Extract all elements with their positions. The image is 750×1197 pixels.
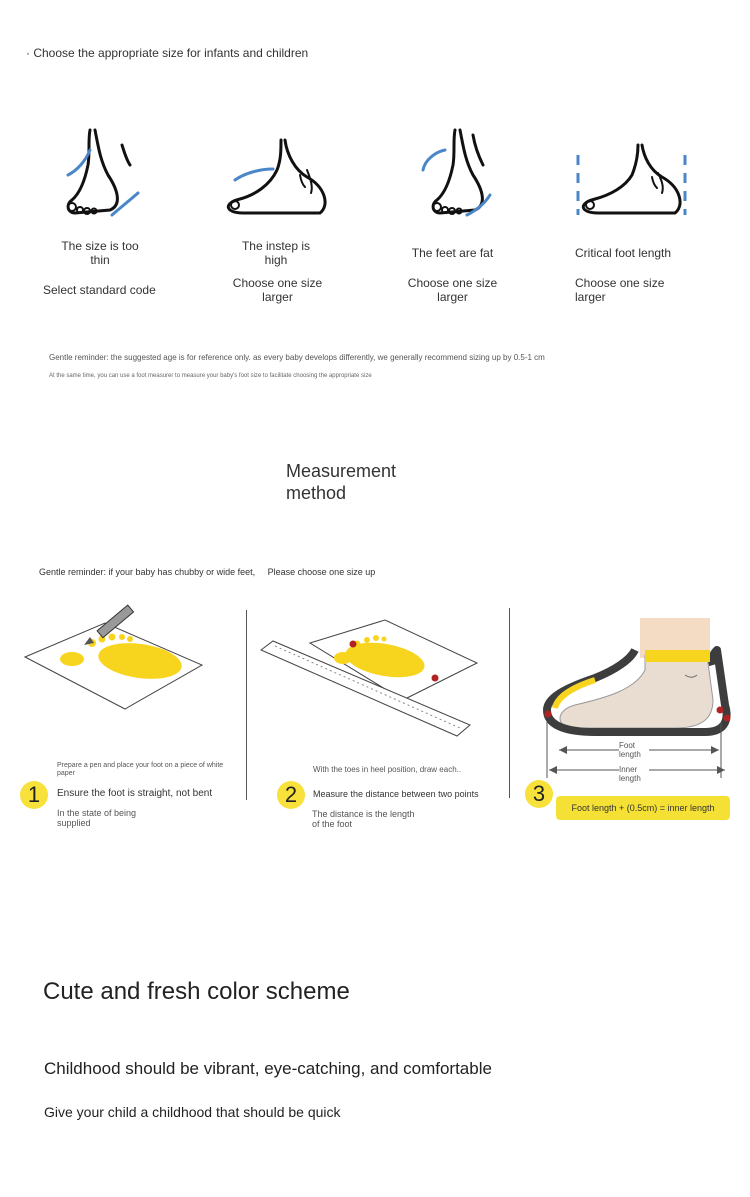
header-label: Choose the appropriate size for infants and children bbox=[33, 46, 309, 60]
fat-foot-icon bbox=[405, 125, 525, 225]
critical-length-foot-icon bbox=[570, 125, 700, 225]
ruler-foot-icon bbox=[255, 608, 490, 748]
foot-type-title: The instep is high bbox=[241, 239, 311, 267]
high-instep-foot-icon bbox=[215, 125, 345, 225]
foot-type-advice: Choose one size larger bbox=[407, 276, 498, 304]
step1-number-badge: 1 bbox=[20, 781, 48, 809]
closing-heading: Cute and fresh color scheme bbox=[43, 978, 350, 1005]
step2-sub: The distance is the length of the foot bbox=[312, 809, 415, 829]
measurement-title bbox=[286, 460, 396, 504]
measurement-reminder bbox=[39, 567, 375, 577]
page-header bbox=[26, 46, 336, 60]
foot-type-title: The feet are fat bbox=[411, 246, 494, 260]
foot-type-thin bbox=[40, 125, 160, 305]
foot-type-fat bbox=[405, 125, 525, 305]
foot-type-advice: Choose one size larger bbox=[232, 276, 323, 304]
inner-length-label: Inner length bbox=[619, 765, 649, 783]
formula-pill: Foot length + (0.5cm) = inner length bbox=[556, 796, 730, 820]
foot-type-title: The size is too thin bbox=[61, 239, 139, 267]
measurement-reminder-part2: Please choose one size up bbox=[267, 567, 376, 577]
foot-length-label: Foot length bbox=[619, 741, 649, 759]
step1-illustration bbox=[20, 595, 235, 715]
measurement-title-line1: Measurement bbox=[286, 461, 397, 481]
step1-sub: In the state of being supplied bbox=[57, 808, 137, 828]
reminder-line-2: At the same time, you can use a foot measurer to measure your baby's foot size to facilitate choosing the appropriate size bbox=[49, 373, 372, 379]
step2-number-badge: 2 bbox=[277, 781, 305, 809]
step3-illustration bbox=[535, 610, 740, 790]
closing-tagline: Childhood should be vibrant, eye-catching, and comfortable bbox=[44, 1059, 492, 1078]
foot-type-high-instep bbox=[215, 125, 345, 305]
step-divider bbox=[509, 608, 510, 798]
paper-pencil-foot-icon bbox=[20, 595, 235, 715]
measurement-title-line2: method bbox=[286, 483, 347, 503]
reminder-line-1: Gentle reminder: the suggested age is for reference only. as every baby develops differently, we generally recommend sizing up by 0.5-1 cm bbox=[49, 353, 545, 362]
closing-subline: Give your child a childhood that should be quick bbox=[44, 1104, 341, 1120]
header-bullet: · bbox=[26, 46, 30, 60]
thin-foot-icon bbox=[40, 125, 160, 225]
shoe-measure-icon bbox=[535, 610, 740, 790]
step2-main: Measure the distance between two points bbox=[313, 789, 479, 799]
step-divider bbox=[246, 610, 247, 800]
foot-type-advice: Select standard code bbox=[43, 283, 156, 297]
step1-main: Ensure the foot is straight, not bent bbox=[57, 788, 213, 799]
step2-note: With the toes in heel position, draw each.. bbox=[313, 765, 462, 774]
step2-illustration bbox=[255, 608, 490, 748]
step1-note: Prepare a pen and place your foot on a piece of white paper bbox=[57, 762, 224, 777]
foot-type-title: Critical foot length bbox=[575, 246, 672, 260]
step3-number-badge: 3 bbox=[525, 780, 553, 808]
foot-type-critical-length bbox=[570, 125, 700, 305]
measurement-reminder-part1: Gentle reminder: if your baby has chubby or wide feet, bbox=[39, 567, 256, 577]
foot-type-advice: Choose one size larger bbox=[575, 276, 665, 304]
